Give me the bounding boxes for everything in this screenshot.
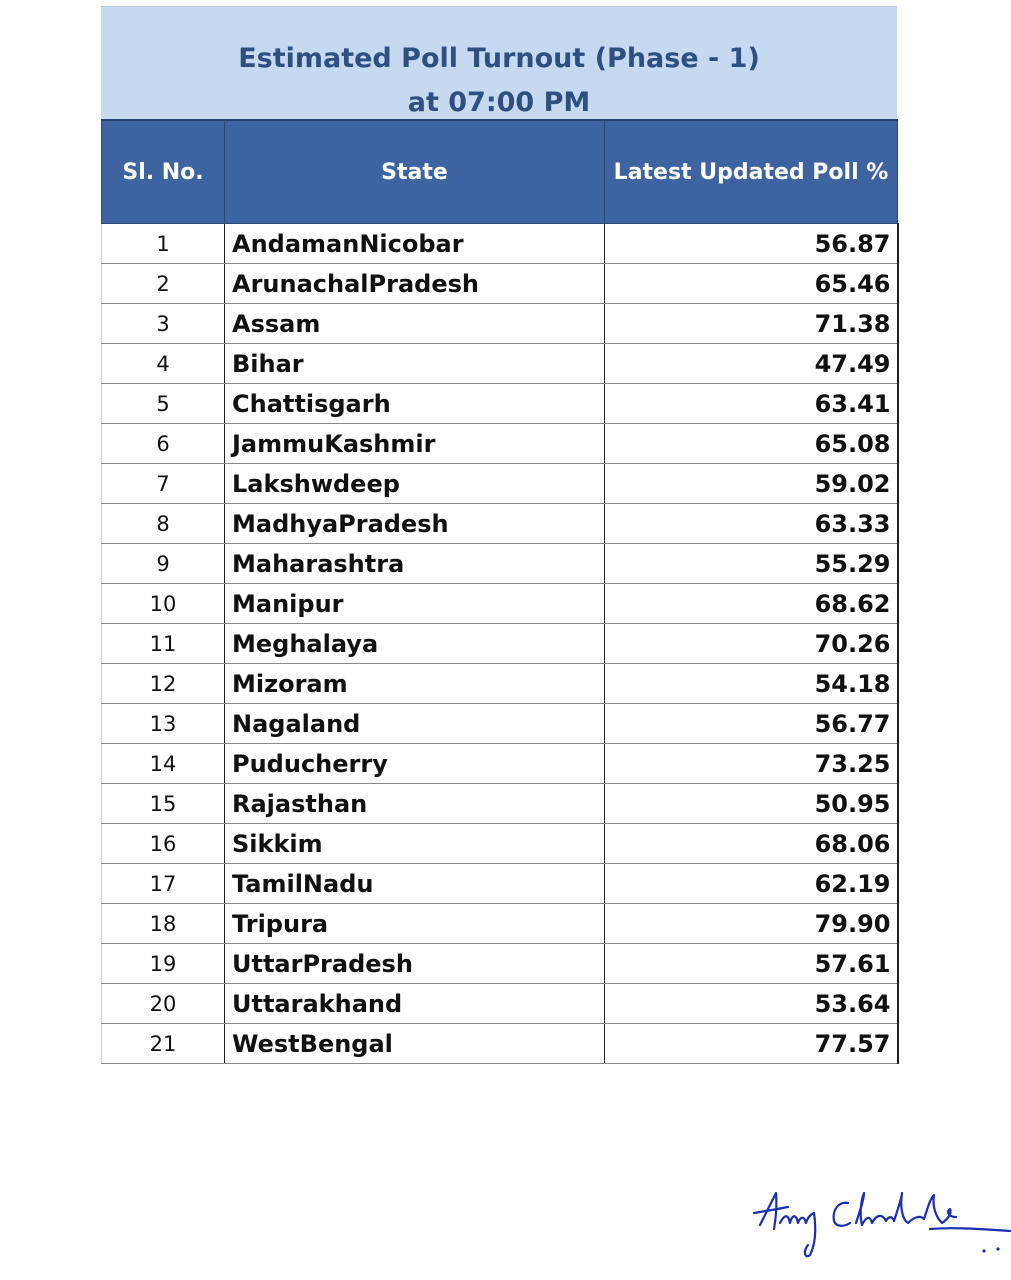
sl-no-cell: 4 bbox=[102, 344, 225, 384]
title-line-1: Estimated Poll Turnout (Phase - 1) bbox=[238, 43, 760, 74]
table-row bbox=[102, 904, 898, 944]
sl-no-cell: 11 bbox=[102, 624, 225, 664]
sl-no-cell: 8 bbox=[102, 504, 225, 544]
state-cell: Chattisgarh bbox=[225, 384, 605, 424]
sl-no-cell: 13 bbox=[102, 704, 225, 744]
state-cell: WestBengal bbox=[225, 1024, 605, 1064]
header-row bbox=[102, 120, 898, 224]
sl-no-cell: 3 bbox=[102, 304, 225, 344]
poll-percent-cell: 68.62 bbox=[605, 584, 898, 624]
table-row bbox=[102, 624, 898, 664]
state-cell: Maharashtra bbox=[225, 544, 605, 584]
state-cell: Bihar bbox=[225, 344, 605, 384]
poll-percent-cell: 71.38 bbox=[605, 304, 898, 344]
sl-no-cell: 9 bbox=[102, 544, 225, 584]
table-row bbox=[102, 344, 898, 384]
signature bbox=[752, 1183, 1011, 1263]
poll-percent-cell: 70.26 bbox=[605, 624, 898, 664]
table-row bbox=[102, 504, 898, 544]
poll-percent-cell: 56.77 bbox=[605, 704, 898, 744]
state-cell: AndamanNicobar bbox=[225, 224, 605, 264]
table-row bbox=[102, 784, 898, 824]
turnout-table bbox=[101, 119, 899, 1064]
poll-percent-cell: 53.64 bbox=[605, 984, 898, 1024]
sl-no-cell: 5 bbox=[102, 384, 225, 424]
title-band bbox=[101, 6, 897, 119]
table-row bbox=[102, 824, 898, 864]
sl-no-cell: 14 bbox=[102, 744, 225, 784]
poll-percent-cell: 62.19 bbox=[605, 864, 898, 904]
poll-percent-cell: 63.41 bbox=[605, 384, 898, 424]
poll-percent-cell: 77.57 bbox=[605, 1024, 898, 1064]
sl-no-cell: 19 bbox=[102, 944, 225, 984]
poll-percent-cell: 63.33 bbox=[605, 504, 898, 544]
state-cell: Puducherry bbox=[225, 744, 605, 784]
sl-no-cell: 18 bbox=[102, 904, 225, 944]
table-row bbox=[102, 584, 898, 624]
table-row bbox=[102, 464, 898, 504]
state-cell: Uttarakhand bbox=[225, 984, 605, 1024]
poll-percent-cell: 50.95 bbox=[605, 784, 898, 824]
sl-no-cell: 20 bbox=[102, 984, 225, 1024]
poll-percent-cell: 73.25 bbox=[605, 744, 898, 784]
sl-no-cell: 1 bbox=[102, 224, 225, 264]
sl-no-cell: 12 bbox=[102, 664, 225, 704]
title-line-2: at 07:00 PM bbox=[407, 87, 591, 118]
sl-no-cell: 15 bbox=[102, 784, 225, 824]
table-row bbox=[102, 944, 898, 984]
poll-percent-cell: 55.29 bbox=[605, 544, 898, 584]
table-row bbox=[102, 984, 898, 1024]
table-row bbox=[102, 864, 898, 904]
header-sl-no: Sl. No. bbox=[102, 120, 225, 224]
table-row bbox=[102, 744, 898, 784]
table-row bbox=[102, 424, 898, 464]
state-cell: Tripura bbox=[225, 904, 605, 944]
table-row bbox=[102, 704, 898, 744]
poll-percent-cell: 57.61 bbox=[605, 944, 898, 984]
table-row bbox=[102, 384, 898, 424]
state-cell: MadhyaPradesh bbox=[225, 504, 605, 544]
header-poll-percent: Latest Updated Poll % bbox=[605, 120, 898, 224]
state-cell: Meghalaya bbox=[225, 624, 605, 664]
poll-percent-cell: 59.02 bbox=[605, 464, 898, 504]
state-cell: TamilNadu bbox=[225, 864, 605, 904]
table-row bbox=[102, 544, 898, 584]
state-cell: Rajasthan bbox=[225, 784, 605, 824]
table-row bbox=[102, 224, 898, 264]
sl-no-cell: 2 bbox=[102, 264, 225, 304]
poll-percent-cell: 65.08 bbox=[605, 424, 898, 464]
sl-no-cell: 16 bbox=[102, 824, 225, 864]
sl-no-cell: 21 bbox=[102, 1024, 225, 1064]
header-state: State bbox=[225, 120, 605, 224]
poll-percent-cell: 47.49 bbox=[605, 344, 898, 384]
poll-percent-cell: 54.18 bbox=[605, 664, 898, 704]
state-cell: Assam bbox=[225, 304, 605, 344]
table-row bbox=[102, 264, 898, 304]
state-cell: Manipur bbox=[225, 584, 605, 624]
state-cell: Nagaland bbox=[225, 704, 605, 744]
state-cell: Lakshwdeep bbox=[225, 464, 605, 504]
sl-no-cell: 7 bbox=[102, 464, 225, 504]
state-cell: JammuKashmir bbox=[225, 424, 605, 464]
sl-no-cell: 6 bbox=[102, 424, 225, 464]
state-cell: Sikkim bbox=[225, 824, 605, 864]
poll-percent-cell: 65.46 bbox=[605, 264, 898, 304]
state-cell: ArunachalPradesh bbox=[225, 264, 605, 304]
state-cell: UttarPradesh bbox=[225, 944, 605, 984]
sl-no-cell: 17 bbox=[102, 864, 225, 904]
table-row bbox=[102, 304, 898, 344]
poll-percent-cell: 56.87 bbox=[605, 224, 898, 264]
poll-turnout-sheet bbox=[101, 6, 897, 1064]
poll-percent-cell: 68.06 bbox=[605, 824, 898, 864]
poll-percent-cell: 79.90 bbox=[605, 904, 898, 944]
state-cell: Mizoram bbox=[225, 664, 605, 704]
sl-no-cell: 10 bbox=[102, 584, 225, 624]
table-row bbox=[102, 664, 898, 704]
table-row bbox=[102, 1024, 898, 1064]
